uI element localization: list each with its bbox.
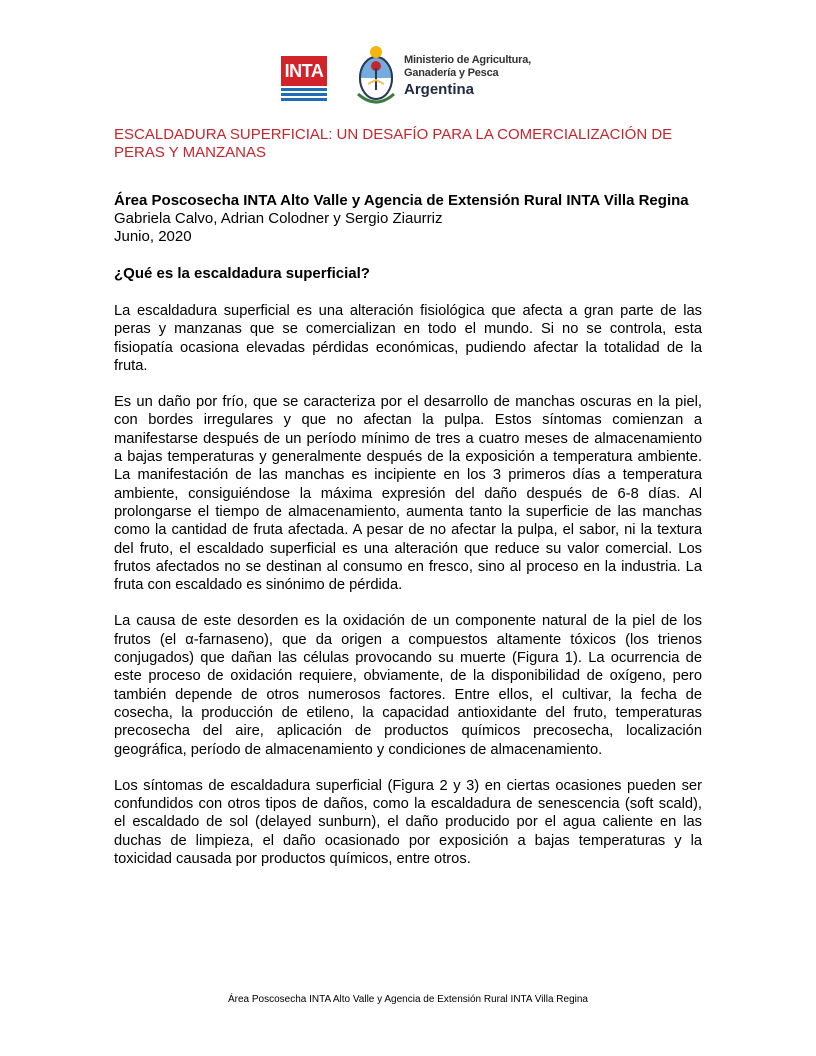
paragraph: Es un daño por frío, que se caracteriza por el desarrollo de manchas oscuras en la piel, con bordes irregulares y que no afectan la pulpa. Estos síntomas comienzan a manifestarse después de un período mínimo de tres a cuatro meses de almacenamiento a bajas temperaturas y generalmente después de la exposición a temperatura ambiente. La manifestación de las manchas es incipiente en los 3 primeros días a temperatura ambiente, consiguiéndose la máxima expresión del daño después de 6-8 días. Al prolongarse el tiempo de almacenamiento, aumenta tanto la superficie de las manchas como la cantidad de fruta afectada. A pesar de no afectar la pulpa, el sabor, ni la textura del fruto, el escaldado superficial es una alteración que reduce su valor comercial. Los frutos afectados no se destinan al consumo en fresco, sino al proceso en la industria. La fruta con escaldado es sinónimo de pérdida. <box>114 394 702 594</box>
ministry-logo <box>404 54 544 100</box>
authors: Gabriela Calvo, Adrian Colodner y Sergio Ziaurriz <box>114 210 443 227</box>
paragraph: La escaldadura superficial es una alteración fisiológica que afecta a gran parte de las peras y manzanas que se comercializan en todo el mundo. Si no se controla, esta fisiopatía ocasiona elevadas pérdidas económicas, pudiendo afectar la totalidad de la fruta. <box>114 303 702 374</box>
ministry-country: Argentina <box>404 81 475 98</box>
paragraph: La causa de este desorden es la oxidación de un componente natural de la piel de los frutos (el α-farnaseno), que da origen a compuestos altamente tóxicos (los trienos conjugados) que dañan las células provocando su muerte (Figura 1). La ocurrencia de este proceso de oxidación requiere, obviamente, de la disponibilidad de oxígeno, pero también depende de otros numerosos factores. Entre ellos, el cultivar, la fecha de cosecha, la producción de etileno, la capacidad antioxidante del fruto, temperaturas precosecha del aire, aplicación de productos químicos precosecha, localización geográfica, período de almacenamiento y condiciones de almacenamiento. <box>114 613 702 758</box>
argentina-coat-of-arms-icon <box>354 44 398 108</box>
date: Junio, 2020 <box>114 228 192 245</box>
ministry-line-2: Ganadería y Pesca <box>404 67 499 79</box>
paragraph: Los síntomas de escaldadura superficial (Figura 2 y 3) en ciertas ocasiones pueden ser confundidos con otros tipos de daños, como la escaldadura de senescencia (soft scald), el escaldado de sol (delayed sunburn), el daño producido por el agua caliente en las duchas de limpieza, el daño ocasionado por exposición a bajas temperaturas y la toxicidad causada por productos químicos, entre otros. <box>114 777 702 868</box>
inta-logo-stripes <box>281 88 327 101</box>
document-body <box>114 126 702 868</box>
organization: Área Poscosecha INTA Alto Valle y Agencia de Extensión Rural INTA Villa Regina <box>114 192 689 209</box>
header-logos <box>0 44 816 112</box>
section-heading: ¿Qué es la escaldadura superficial? <box>114 265 370 282</box>
inta-logo-text: INTA <box>281 56 327 86</box>
page-footer: Área Poscosecha INTA Alto Valle y Agencia de Extensión Rural INTA Villa Regina <box>227 994 588 1005</box>
inta-logo <box>281 56 327 102</box>
document-title: ESCALDADURA SUPERFICIAL: UN DESAFÍO PARA LA COMERCIALIZACIÓN DE PERAS Y MANZANAS <box>114 126 673 161</box>
ministry-line-1: Ministerio de Agricultura, <box>404 54 532 66</box>
